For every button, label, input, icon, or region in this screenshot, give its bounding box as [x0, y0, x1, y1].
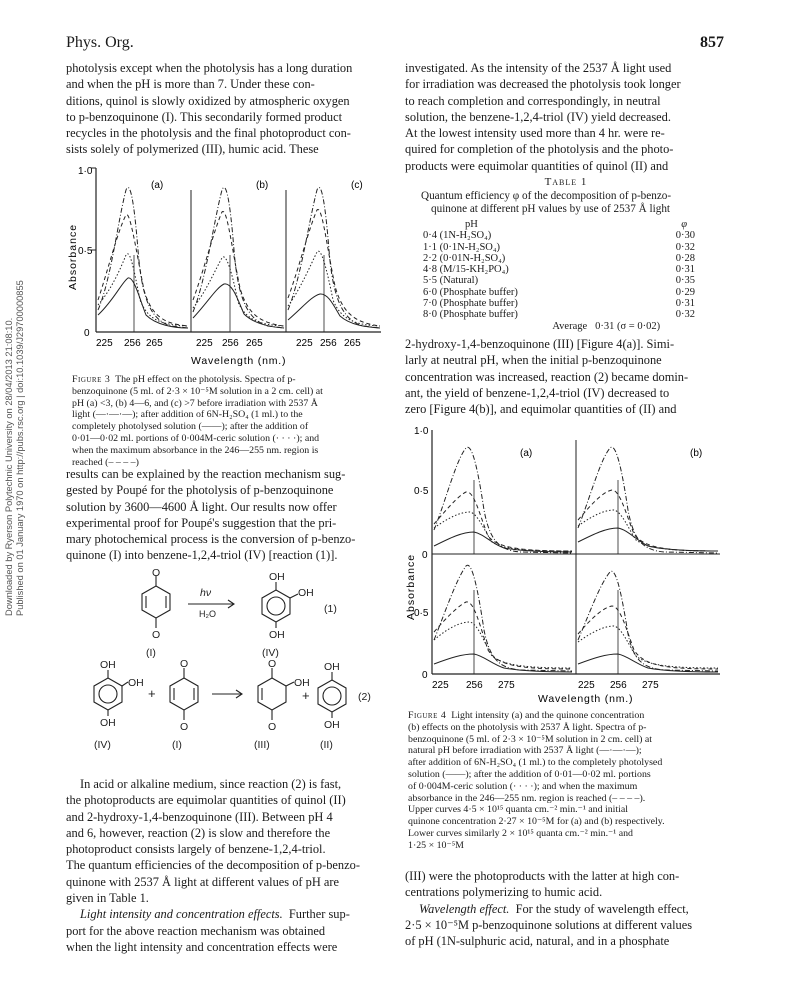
- line: 1·25 × 10⁻⁵M: [408, 839, 464, 851]
- fig4-ylabel: Absorbance: [405, 553, 417, 620]
- fig4-xtick: 275: [642, 680, 659, 691]
- fig3-ytick-1: 1·0: [78, 166, 93, 177]
- line: for irradiation was decreased the photolysis took longer: [405, 77, 681, 92]
- line: products were equimolar quantities of quinol (II) and: [405, 158, 669, 173]
- atom-label: OH: [269, 629, 285, 641]
- fig3-caption-label: Figure 3: [72, 374, 111, 385]
- fig3-xtick: 265: [246, 338, 263, 349]
- phi-cell: 0·32: [675, 309, 695, 321]
- table-row: [423, 275, 713, 286]
- figure-4-caption: [408, 710, 730, 852]
- fig4-caption-label: Figure 4: [408, 710, 447, 721]
- phi-cell: 0·28: [675, 252, 695, 264]
- line: (III) were the photoproducts with the latter at high con-: [405, 869, 680, 883]
- section-heading: Wavelength effect.: [419, 901, 510, 916]
- atom-label: O: [180, 658, 189, 670]
- ph-cell: 1·1 (0·1N-H₂SO₄): [423, 241, 501, 253]
- line: quinone concentration 2·27 × 10⁻⁵M for (a) and (b) respectively.: [408, 816, 665, 828]
- atom-label: O: [180, 721, 189, 733]
- line: results can be explained by the reaction mechanism sug-: [66, 467, 346, 481]
- fig3a-ceric: [98, 254, 188, 326]
- ph-cell: 5·5 (Natural): [423, 275, 479, 287]
- atom-label: O: [152, 629, 161, 641]
- phi-cell: 0·30: [675, 230, 695, 242]
- figure-3-caption: [72, 374, 387, 468]
- fig3-panel-a: (a): [151, 180, 164, 191]
- line: quinone (I) into benzene-1,2,4-triol (IV) [reaction (1)].: [66, 548, 338, 563]
- fig4-panel-b: (b): [690, 448, 703, 459]
- line: The quantum efficiencies of the decomposition of p-benzo-: [66, 858, 360, 873]
- line: given in Table 1.: [66, 891, 149, 906]
- line: concentration was increased, reaction (2) became domin-: [405, 369, 689, 384]
- line: pH (a) <3, (b) 4—6, and (c) >7 before irradiation with 2537 Å: [72, 397, 318, 409]
- reaction-1-number: (1): [324, 603, 337, 615]
- line: Lower curves similarly 2 × 10¹⁵ quanta cm.⁻² min.⁻¹ and: [408, 827, 633, 839]
- line: Upper curves 4·5 × 10¹⁵ quanta cm.⁻² min.⁻¹ and initial: [408, 804, 629, 816]
- left-paragraph-2: [66, 466, 388, 564]
- fig3-ytick-0: 0: [84, 328, 90, 339]
- page-number: 857: [700, 34, 724, 51]
- line: when the maximum absorbance in the 246—255 nm. region is: [72, 444, 319, 456]
- line: For the study of wavelength effect,: [515, 901, 689, 916]
- atom-label: OH: [128, 677, 144, 689]
- fig4-xtick: 275: [498, 680, 515, 691]
- line: the photoproducts are equimolar quantities of quinol (II): [66, 793, 346, 808]
- table-row: [423, 298, 713, 309]
- journal-section-header: Phys. Org.: [66, 34, 134, 51]
- right-paragraph-3: [405, 868, 727, 949]
- fig3-panel-c: (c): [351, 180, 363, 191]
- compound-label-I: (I): [146, 647, 156, 659]
- line: absorbance in the 246—255 nm. region is reached (– – – –).: [408, 792, 646, 804]
- line: Light intensity (a) and the quinone concentration: [451, 710, 645, 721]
- atom-label: OH: [100, 659, 116, 671]
- line: In acid or alkaline medium, since reaction (2) is fast,: [80, 777, 342, 791]
- fig4-xtick: 256: [466, 680, 483, 691]
- phi-cell: 0·29: [675, 286, 695, 298]
- fig3-xtick: 265: [344, 338, 361, 349]
- left-paragraph-3: [66, 776, 388, 955]
- reaction-1-water: H₂O: [199, 609, 216, 619]
- line: after addition of 6N-H₂SO₄ (1 ml.) to the completely photolysed: [408, 757, 663, 769]
- line: ditions, quinol is slowly oxidized by atmospheric oxygen: [66, 93, 350, 108]
- compound-label-IV: (IV): [94, 739, 111, 751]
- compound-label-IV: (IV): [262, 647, 279, 659]
- average-value: 0·31 (σ = 0·02): [595, 320, 661, 332]
- line: natural pH before irradiation with 2537 Å light (—·—·—);: [408, 745, 642, 757]
- table-1-caption-line: quinone at different pH values by use of 2537 Å light: [431, 203, 671, 215]
- line: photoproduct consists largely of benzene-1,2,4-triol.: [66, 842, 326, 857]
- fig4-panel-a: (a): [520, 448, 533, 459]
- table-row: [423, 309, 713, 320]
- ph-cell: 7·0 (Phosphate buffer): [423, 298, 518, 310]
- line: solution, the benzene-1,2,4-triol (IV) yield decreased.: [405, 109, 671, 124]
- fig3-xlabel: Wavelength (nm.): [191, 355, 287, 367]
- table-row: [423, 287, 713, 298]
- fig4-ytick: 0·5: [414, 608, 429, 619]
- reaction-2-number: (2): [358, 691, 371, 703]
- line: The pH effect on the photolysis. Spectra of p-: [115, 374, 296, 385]
- table-1-title: Table 1: [544, 176, 588, 188]
- fig4-ytick: 0: [422, 550, 428, 561]
- ph-cell: 0·4 (1N-H₂SO₄): [423, 230, 492, 242]
- atom-label: OH: [269, 571, 285, 583]
- line: zero [Figure 4(b)], and equimolar quantities of (II) and: [405, 402, 677, 417]
- line: light (—·—·—); after addition of 6N-H₂SO₄ (1 ml.) to the: [72, 409, 303, 421]
- line: ant, the yield of benzene-1,2,4-triol (IV) decreased to: [405, 385, 670, 400]
- fig3-xtick: 265: [146, 338, 163, 349]
- right-paragraph-2: [405, 336, 727, 417]
- table-row: [423, 242, 713, 253]
- fig4-xtick: 225: [578, 680, 595, 691]
- atom-label: OH: [324, 661, 340, 673]
- line: experimental proof for Poupé's suggestion that the pri-: [66, 515, 337, 530]
- line: and when the pH is more than 7. Under these con-: [66, 77, 315, 92]
- line: recycles in the photolysis and the final photoproduct con-: [66, 126, 351, 141]
- atom-label: OH: [100, 717, 116, 729]
- line: completely photolysed solution (——); after the addition of: [72, 421, 309, 433]
- fig3-ytick-05: 0·5: [78, 246, 93, 257]
- fig4-ytick: 0·5: [414, 486, 429, 497]
- line: quinone with 2537 Å light at different values of pH are: [66, 874, 339, 889]
- fig4-xtick: 225: [432, 680, 449, 691]
- line: sists solely of polymerized (III), humic acid. These: [66, 142, 319, 157]
- side-note-line-2: Published on 01 January 1970 on http://pubs.rsc.org | doi:10.1039/J29700000855: [15, 280, 25, 616]
- line: 0·01—0·02 ml. portions of 0·004M-ceric solution (· · · ·); and: [72, 432, 320, 444]
- fig3-xtick: 225: [96, 338, 113, 349]
- line: solution by 3600—4600 Å light. Our results now offer: [66, 499, 337, 514]
- compound-label-II: (II): [320, 739, 333, 751]
- line: and 2-hydroxy-1,4-benzoquinone (III). Between pH 4: [66, 809, 333, 824]
- fig3-xtick: 256: [320, 338, 337, 349]
- side-download-note: [2, 236, 26, 616]
- figure-4-chart: [400, 420, 730, 708]
- line: port for the above reaction mechanism was obtained: [66, 923, 326, 938]
- phi-cell: 0·35: [675, 275, 695, 287]
- line: centrations polymerizing to humic acid.: [405, 885, 603, 900]
- column-header-ph: pH: [465, 219, 478, 230]
- line: of 0·004M-ceric solution (· · · ·); and when the maximum: [408, 780, 638, 792]
- line: benzoquinone (5 ml. of 2·3 × 10⁻⁵M solution in 2 cm. cell) at: [408, 733, 653, 745]
- compound-label-I: (I): [172, 739, 182, 751]
- table-header-row: [423, 219, 713, 230]
- line: of pH (1N-sulphuric acid, natural, and in a phosphate: [405, 934, 670, 949]
- phi-cell: 0·32: [675, 241, 695, 253]
- table-row: [423, 264, 713, 275]
- line: quired for completion of the photolysis and the photo-: [405, 142, 674, 157]
- line: solution (——); after the addition of 0·01—0·02 ml. portions: [408, 768, 651, 780]
- quantum-efficiency-table: [423, 219, 713, 332]
- average-label: Average: [552, 320, 588, 332]
- table-row: [423, 230, 713, 241]
- left-paragraph-1: [66, 60, 388, 158]
- line: larly at neutral pH, when the initial p-benzoquinone: [405, 353, 662, 368]
- side-note-line-1: Downloaded by Ryerson Polytechnic University on 28/04/2013 21:08:10.: [4, 317, 14, 616]
- atom-label: O: [268, 658, 277, 670]
- ph-cell: 4·8 (M/15-KH₂PO₄): [423, 264, 509, 276]
- line: Further sup-: [288, 907, 350, 922]
- table-row: [423, 253, 713, 264]
- line: mary photochemical process is the conversion of p-benzo-: [66, 532, 356, 547]
- ph-cell: 8·0 (Phosphate buffer): [423, 309, 518, 321]
- line: gested by Poupé for the photolysis of p-benzoquinone: [66, 483, 334, 498]
- ph-cell: 6·0 (Phosphate buffer): [423, 286, 518, 298]
- line: when the light intensity and concentration effects were: [66, 939, 338, 954]
- compound-label-III: (III): [254, 739, 270, 751]
- reaction-scheme: [66, 568, 396, 764]
- fig3-xtick: 225: [196, 338, 213, 349]
- line: and 6, however, reaction (2) is slow and therefore the: [66, 825, 331, 840]
- line: 2-hydroxy-1,4-benzoquinone (III) [Figure 4(a)]. Simi-: [405, 337, 675, 351]
- plus-sign: +: [302, 688, 310, 703]
- line: (b) effects on the photolysis with 2537 Å light. Spectra of p-: [408, 721, 647, 733]
- atom-label: O: [268, 721, 277, 733]
- fig4-ytick: 0: [422, 670, 428, 681]
- phi-cell: 0·31: [675, 298, 695, 310]
- line: photolysis except when the photolysis has a long duration: [66, 61, 353, 75]
- table-1: [405, 176, 727, 332]
- phi-cell: 0·31: [675, 264, 695, 276]
- atom-label: O: [152, 568, 161, 579]
- line: investigated. As the intensity of the 2537 Å light used: [405, 61, 672, 75]
- fig3-panel-b: (b): [256, 180, 269, 191]
- line: 2·5 × 10⁻⁵M p-benzoquinone solutions at different values: [405, 917, 693, 932]
- table-average-row: [423, 321, 713, 332]
- fig3-xtick: 225: [296, 338, 313, 349]
- fig4-xlabel: Wavelength (nm.): [538, 693, 634, 705]
- line: At the lowest intensity used more than 4 hr. were re-: [405, 126, 665, 141]
- fig4-ytick: 1·0: [414, 426, 429, 437]
- right-paragraph-1: [405, 60, 727, 174]
- column-header-phi: φ: [681, 219, 687, 230]
- table-1-caption-line: Quantum efficiency φ of the decomposition of p-benzo-: [421, 190, 672, 202]
- fig3-xtick: 256: [222, 338, 239, 349]
- section-heading: Light intensity and concentration effects.: [80, 907, 283, 922]
- ph-cell: 2·2 (0·01N-H₂SO₄): [423, 252, 506, 264]
- atom-label: OH: [324, 719, 340, 731]
- figure-3-chart: [56, 160, 396, 370]
- fig3-xtick: 256: [124, 338, 141, 349]
- line: to reach completion and correspondingly, in neutral: [405, 93, 661, 108]
- atom-label: OH: [298, 587, 314, 599]
- plus-sign: +: [148, 686, 156, 701]
- line: benzoquinone (5 ml. of 2·3 × 10⁻⁵M solution in a 2 cm. cell) at: [72, 385, 323, 397]
- fig4-xtick: 256: [610, 680, 627, 691]
- reaction-1-hv: hν: [200, 587, 212, 599]
- line: to p-benzoquinone (I). This secondarily formed product: [66, 109, 343, 124]
- fig3-ylabel: Absorbance: [67, 223, 79, 290]
- line: reached (– – – –): [72, 456, 139, 468]
- fig3a-max: [98, 215, 188, 326]
- atom-label: OH: [294, 677, 310, 689]
